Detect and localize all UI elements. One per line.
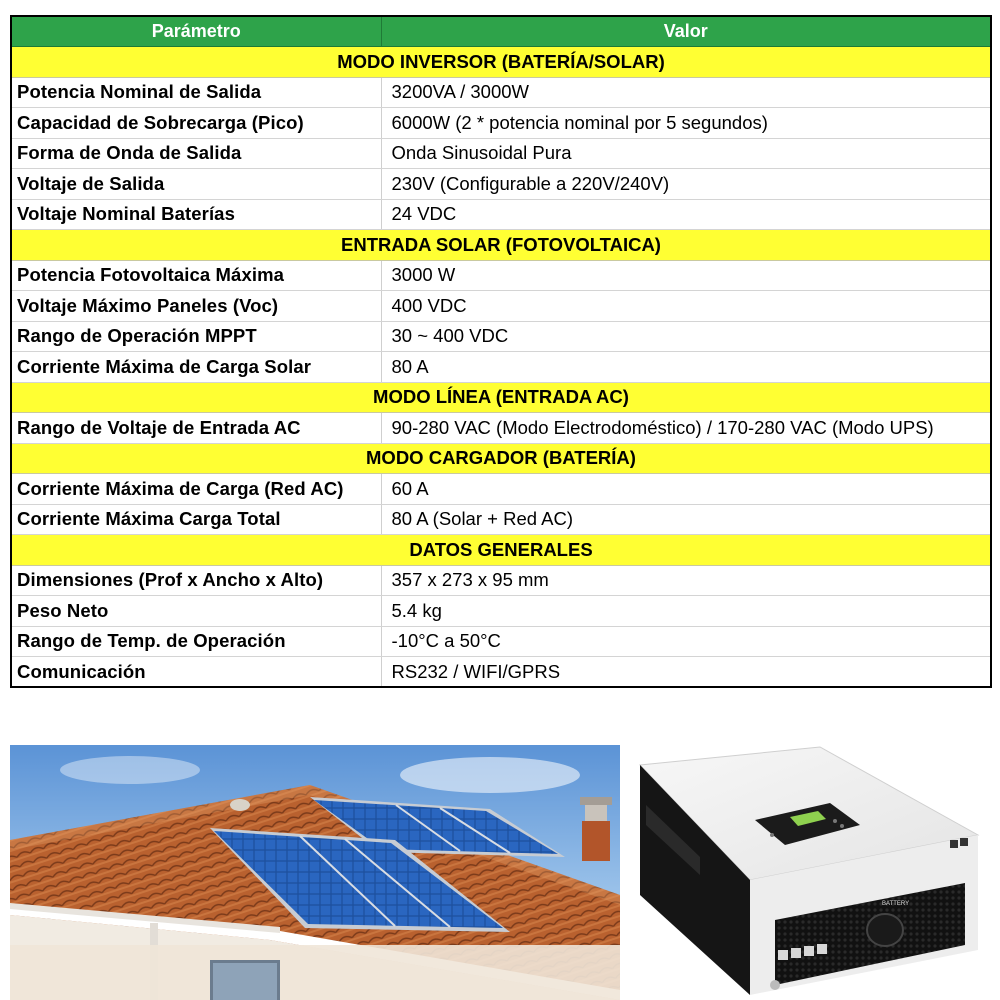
section-row [11,382,991,413]
table-row [11,413,991,444]
param-value: 30 ~ 400 VDC [381,321,991,352]
table-row [11,169,991,200]
table-row [11,321,991,352]
section-title: DATOS GENERALES [11,535,991,566]
table-row [11,77,991,108]
section-row [11,443,991,474]
param-value: 24 VDC [381,199,991,230]
table-header-row [11,16,991,47]
param-value: 357 x 273 x 95 mm [381,565,991,596]
param-label: Rango de Operación MPPT [11,321,381,352]
spec-table [10,15,992,688]
param-value: 5.4 kg [381,596,991,627]
param-label: Peso Neto [11,596,381,627]
param-label: Voltaje Nominal Baterías [11,199,381,230]
param-label: Dimensiones (Prof x Ancho x Alto) [11,565,381,596]
table-row [11,596,991,627]
table-row [11,260,991,291]
param-value: 80 A [381,352,991,383]
param-label: Voltaje Máximo Paneles (Voc) [11,291,381,322]
table-row [11,657,991,688]
param-label: Corriente Máxima de Carga (Red AC) [11,474,381,505]
table-row [11,352,991,383]
param-value: RS232 / WIFI/GPRS [381,657,991,688]
table-row [11,474,991,505]
inverter-photo [620,745,1000,1000]
param-label: Voltaje de Salida [11,169,381,200]
roof-solar-illustration [10,745,620,1000]
header-value: Valor [381,16,991,47]
param-label: Forma de Onda de Salida [11,138,381,169]
param-value: -10°C a 50°C [381,626,991,657]
param-label: Potencia Fotovoltaica Máxima [11,260,381,291]
table-row [11,291,991,322]
section-row [11,230,991,261]
table-row [11,108,991,139]
param-label: Rango de Voltaje de Entrada AC [11,413,381,444]
param-value: 3000 W [381,260,991,291]
inverter-illustration [620,745,1000,1000]
table-row [11,626,991,657]
param-value: 3200VA / 3000W [381,77,991,108]
table-row [11,565,991,596]
param-label: Capacidad de Sobrecarga (Pico) [11,108,381,139]
param-value: 230V (Configurable a 220V/240V) [381,169,991,200]
section-title: MODO INVERSOR (BATERÍA/SOLAR) [11,47,991,78]
param-value: 60 A [381,474,991,505]
param-value: 400 VDC [381,291,991,322]
section-row [11,535,991,566]
param-value: 6000W (2 * potencia nominal por 5 segundos) [381,108,991,139]
battery-label: BATTERY [882,901,910,907]
table-row [11,504,991,535]
param-label: Rango de Temp. de Operación [11,626,381,657]
section-row [11,47,991,78]
param-value: 80 A (Solar + Red AC) [381,504,991,535]
section-title: MODO LÍNEA (ENTRADA AC) [11,382,991,413]
section-title: MODO CARGADOR (BATERÍA) [11,443,991,474]
header-param: Parámetro [11,16,381,47]
table-row [11,138,991,169]
table-row [11,199,991,230]
param-label: Corriente Máxima Carga Total [11,504,381,535]
roof-solar-photo [10,745,620,1000]
param-value: Onda Sinusoidal Pura [381,138,991,169]
section-title: ENTRADA SOLAR (FOTOVOLTAICA) [11,230,991,261]
param-label: Comunicación [11,657,381,688]
param-value: 90-280 VAC (Modo Electrodoméstico) / 170-280 VAC (Modo UPS) [381,413,991,444]
param-label: Potencia Nominal de Salida [11,77,381,108]
param-label: Corriente Máxima de Carga Solar [11,352,381,383]
